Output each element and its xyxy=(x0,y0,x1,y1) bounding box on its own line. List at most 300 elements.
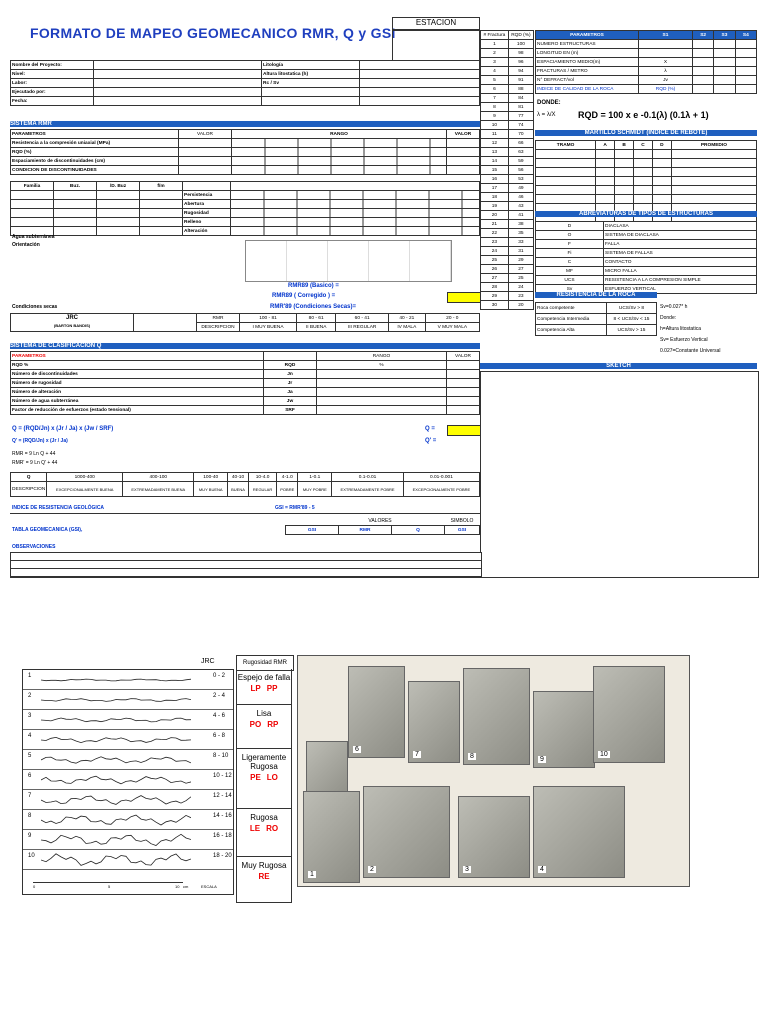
rqd-fractura: 1 xyxy=(481,40,509,49)
q-param-range[interactable] xyxy=(317,406,447,415)
rmr-corregido-label: RMR89 ( Corregido ) = xyxy=(272,293,336,299)
rmr-cond-range[interactable] xyxy=(231,227,480,236)
rmr-cond-input[interactable] xyxy=(54,191,97,200)
rmr-desc-4: V MUY MALA xyxy=(425,323,479,332)
rugosidad-code: LO xyxy=(266,773,278,782)
q-sym-head xyxy=(264,352,317,361)
rmr-cond-range[interactable] xyxy=(231,218,480,227)
abreviatura-code: Fi xyxy=(536,249,604,258)
jrc-range: 18 - 20 xyxy=(213,853,232,859)
jrc-profile-row xyxy=(23,670,233,690)
resistencia-row xyxy=(536,314,657,325)
rqd-fractura: 12 xyxy=(481,139,509,148)
q-param-value[interactable] xyxy=(447,379,480,388)
rmr-cond-col-blank xyxy=(231,182,480,191)
project-label-left: Labor: xyxy=(11,79,94,88)
rqd-fractura: 20 xyxy=(481,211,509,220)
resistencia-label: Competencia Intermedia xyxy=(536,314,607,325)
rmr-cond-row xyxy=(11,209,480,218)
rmr-cond-range[interactable] xyxy=(231,200,480,209)
martillo-cell[interactable] xyxy=(634,186,653,195)
jrc-scale-label: ESCALA xyxy=(201,884,217,889)
param-symbol xyxy=(639,40,693,49)
rmr-param-row xyxy=(11,157,480,166)
rqd-formula: RQD = 100 x e -0.1(λ) (0.1λ + 1) xyxy=(578,110,709,120)
rmr-cond-range[interactable] xyxy=(231,209,480,218)
rugosidad-cell xyxy=(236,857,292,903)
rqd-value: 59 xyxy=(508,157,533,166)
rmr-basico-label: RMR89 (Basico) = xyxy=(288,283,339,289)
jrc-range: 4 - 6 xyxy=(213,713,226,719)
rmr-param-range[interactable] xyxy=(232,157,447,166)
project-input-right[interactable] xyxy=(360,70,480,79)
q-param-range[interactable] xyxy=(317,388,447,397)
resistencia-label: Competencia Alta xyxy=(536,325,607,336)
abreviatura-desc: RESISTENCIA A LA COMPRESION SIMPLE xyxy=(604,276,757,285)
rmr-cond-input[interactable] xyxy=(97,200,140,209)
jrc-scale-5: 5 xyxy=(108,884,111,889)
rmr-class-label: RMR xyxy=(197,314,240,323)
rmr-range-0: 100 - 81 xyxy=(240,314,297,323)
rmr-cond-input[interactable] xyxy=(11,218,54,227)
rqd-value: 77 xyxy=(508,112,533,121)
rmr-param-row xyxy=(11,139,480,148)
martillo-cell[interactable] xyxy=(536,177,596,186)
rmr-cond-col: f/m xyxy=(140,182,183,191)
martillo-col: PROMEDIO xyxy=(671,141,756,150)
param-label: INDICE DE CALIDAD DE LA ROCA xyxy=(536,85,639,94)
rock-sample-number: 4 xyxy=(540,866,544,873)
rqd-fractura: 8 xyxy=(481,103,509,112)
rqd-value: 91 xyxy=(508,76,533,85)
rqd-value: 96 xyxy=(508,58,533,67)
rqd-fractura: 3 xyxy=(481,58,509,67)
rqd-fractura: 9 xyxy=(481,112,509,121)
martillo-cell[interactable] xyxy=(634,159,653,168)
observaciones-field[interactable] xyxy=(10,552,482,578)
rmr-param-valor[interactable] xyxy=(447,139,480,148)
abreviatura-desc: SISTEMA DE FALLAS xyxy=(604,249,757,258)
param-input[interactable] xyxy=(714,76,735,85)
rqd-row xyxy=(481,58,534,67)
martillo-cell[interactable] xyxy=(671,159,756,168)
gsi-col-gsi2: GSI xyxy=(445,526,480,535)
param-input[interactable] xyxy=(692,85,713,94)
martillo-cell[interactable] xyxy=(536,186,596,195)
jrc-range: 2 - 4 xyxy=(213,693,226,699)
rqd-fractura: 29 xyxy=(481,292,509,301)
rqd-value: 43 xyxy=(508,202,533,211)
rmr-cond-input[interactable] xyxy=(54,227,97,236)
rmr-cond-input[interactable] xyxy=(11,191,54,200)
param-input[interactable] xyxy=(692,40,713,49)
martillo-row xyxy=(536,195,757,204)
rqd-fractura: 14 xyxy=(481,157,509,166)
q-param-range[interactable] xyxy=(317,397,447,406)
rmr-cond-row xyxy=(11,200,480,209)
rmr-cond-input[interactable] xyxy=(11,200,54,209)
martillo-cell[interactable] xyxy=(634,177,653,186)
rmr-param-range[interactable] xyxy=(232,148,447,157)
q-param-value[interactable] xyxy=(447,397,480,406)
rugosidad-table xyxy=(236,669,292,903)
jrc-profile-row xyxy=(23,850,233,870)
martillo-cell[interactable] xyxy=(652,159,671,168)
project-input-left[interactable] xyxy=(94,70,262,79)
martillo-cell[interactable] xyxy=(652,195,671,204)
rmr-cond-input[interactable] xyxy=(140,227,183,236)
param-input[interactable] xyxy=(735,49,756,58)
martillo-cell[interactable] xyxy=(652,186,671,195)
abreviatura-desc: CONTACTO xyxy=(604,258,757,267)
rqd-row xyxy=(481,211,534,220)
rqd-row xyxy=(481,166,534,175)
rmr-cond-input[interactable] xyxy=(140,209,183,218)
param-input[interactable] xyxy=(714,85,735,94)
jrc-range: 0 - 2 xyxy=(213,673,226,679)
rmr-param-valor[interactable] xyxy=(447,166,480,175)
rmr-param-range[interactable] xyxy=(232,139,447,148)
q-param-value[interactable] xyxy=(447,361,480,370)
abreviatura-desc: ESFUERZO VERTICAL xyxy=(604,285,757,294)
rmr-cond-input[interactable] xyxy=(140,200,183,209)
rmr-head-rango: RANGO xyxy=(232,130,447,139)
project-input-left[interactable] xyxy=(94,97,262,106)
rqd-value: 31 xyxy=(508,247,533,256)
q-param-range[interactable]: % xyxy=(317,361,447,370)
project-input-right[interactable] xyxy=(360,97,480,106)
martillo-cell[interactable] xyxy=(634,195,653,204)
q-class-desc: REGULAR xyxy=(249,482,277,497)
param-input[interactable] xyxy=(692,49,713,58)
q-param-value[interactable] xyxy=(447,370,480,379)
rqd-fractura: 30 xyxy=(481,301,509,310)
martillo-cell[interactable] xyxy=(652,168,671,177)
rmr-cond-input[interactable] xyxy=(97,209,140,218)
martillo-row xyxy=(536,168,757,177)
q-param-range[interactable] xyxy=(317,370,447,379)
martillo-cell[interactable] xyxy=(596,150,615,159)
rock-sample-number: 2 xyxy=(370,866,374,873)
param-input[interactable] xyxy=(714,67,735,76)
rmr-param-row xyxy=(11,148,480,157)
project-input-right[interactable] xyxy=(360,79,480,88)
rmr-param-value[interactable] xyxy=(179,148,232,157)
q-param-label: Número de discontinuidades xyxy=(11,370,264,379)
jrc-profile-line xyxy=(41,792,191,808)
martillo-cell[interactable] xyxy=(536,159,596,168)
resistencia-title: RESISTENCIA DE LA ROCA xyxy=(535,292,657,298)
q-row xyxy=(11,361,480,370)
rmr-range-4: 20 - 0 xyxy=(425,314,479,323)
rmr-cond-input[interactable] xyxy=(54,209,97,218)
rmr-cond-label: Abertura xyxy=(183,200,231,209)
jrc-profile-number: 3 xyxy=(28,713,32,719)
rqd-value: 20 xyxy=(508,301,533,310)
jrc-value[interactable] xyxy=(134,314,197,332)
jrc-sub: (BARTON BANDIS) xyxy=(53,323,91,328)
project-input-left[interactable] xyxy=(94,88,262,97)
rmr-cond-input[interactable] xyxy=(54,200,97,209)
rqd-row xyxy=(481,238,534,247)
martillo-cell[interactable] xyxy=(634,168,653,177)
project-input-right[interactable] xyxy=(360,61,480,70)
rmr-head-valor: VALOR xyxy=(179,130,232,139)
rmr-cond-col: /D. Buz xyxy=(97,182,140,191)
project-label-left: Ejecutado por: xyxy=(11,88,94,97)
project-input-left[interactable] xyxy=(94,79,262,88)
rqd-row xyxy=(481,175,534,184)
martillo-cell[interactable] xyxy=(536,195,596,204)
page-title: FORMATO DE MAPEO GEOMECANICO RMR, Q y GSI xyxy=(30,25,396,41)
martillo-cell[interactable] xyxy=(615,195,634,204)
martillo-cell[interactable] xyxy=(652,150,671,159)
q-value[interactable] xyxy=(447,425,481,436)
gsi-col-q: Q xyxy=(392,526,445,535)
q-param-symbol: SRF xyxy=(264,406,317,415)
rmr-cond-input[interactable] xyxy=(97,218,140,227)
param-input[interactable] xyxy=(735,58,756,67)
q-param-label: RQD % xyxy=(11,361,264,370)
martillo-cell[interactable] xyxy=(671,177,756,186)
rqd-fractura: 27 xyxy=(481,274,509,283)
q-param-value[interactable] xyxy=(447,388,480,397)
martillo-cell[interactable] xyxy=(634,150,653,159)
rmr-param-valor[interactable] xyxy=(447,148,480,157)
rmr-desc-1: II BUENA xyxy=(296,323,335,332)
rqd-fractura: 16 xyxy=(481,175,509,184)
estacion-field[interactable] xyxy=(392,29,480,61)
rqd-col-rqd: RQD (%) xyxy=(508,31,533,40)
project-row xyxy=(11,97,480,106)
jrc-profile-row xyxy=(23,730,233,750)
agua-label: Agua subterránea xyxy=(12,234,55,240)
rmr-param-value[interactable] xyxy=(179,139,232,148)
project-input-left[interactable] xyxy=(94,61,262,70)
param-input[interactable] xyxy=(692,67,713,76)
jrc-profile-row xyxy=(23,790,233,810)
jrc-range: 14 - 16 xyxy=(213,813,232,819)
jrc-profile-line xyxy=(41,832,191,848)
param-input[interactable] xyxy=(735,40,756,49)
rugosidad-name: Espejo de falla xyxy=(237,673,291,682)
martillo-cell[interactable] xyxy=(615,186,634,195)
jrc-cell xyxy=(11,314,134,332)
martillo-cell[interactable] xyxy=(596,177,615,186)
q-eq-label: Q = xyxy=(425,426,435,432)
resistencia-criterio: UCS/Sv > 15 xyxy=(606,325,656,336)
rock-sample xyxy=(593,666,665,763)
jrc-profile-line xyxy=(41,712,191,728)
param-input[interactable] xyxy=(692,76,713,85)
martillo-cell[interactable] xyxy=(615,177,634,186)
rqd-fractura: 7 xyxy=(481,94,509,103)
gsi-tabla: TABLA GEOMECANICA (GSI), xyxy=(12,527,83,533)
rock-sample-number: 9 xyxy=(540,756,544,763)
rugosidad-codes xyxy=(237,773,291,782)
rmr-cond-label: Relleno xyxy=(183,218,231,227)
project-label-left: Fecha: xyxy=(11,97,94,106)
q-param-symbol: Jr xyxy=(264,379,317,388)
param-input[interactable] xyxy=(735,76,756,85)
observaciones-label: OBSERVACIONES xyxy=(12,544,56,550)
martillo-table xyxy=(535,140,757,222)
resistencia-label: Roca competente xyxy=(536,303,607,314)
rmr-cond-input[interactable] xyxy=(97,227,140,236)
param-input[interactable] xyxy=(714,58,735,67)
q-class-range: 0.01-0.001 xyxy=(403,473,479,482)
q-param-symbol: Jn xyxy=(264,370,317,379)
abreviatura-desc: MICRO FALLA xyxy=(604,267,757,276)
rmr-corregido-value[interactable] xyxy=(447,292,481,303)
jrc-profile-line xyxy=(41,692,191,708)
rqd-row xyxy=(481,301,534,310)
param-input[interactable] xyxy=(692,58,713,67)
martillo-cell[interactable] xyxy=(596,195,615,204)
rqd-value: 53 xyxy=(508,175,533,184)
rmr-cond-col: Buz. xyxy=(54,182,97,191)
q-class-range: 400-100 xyxy=(123,473,194,482)
param-label: N° DEFRACT/vol xyxy=(536,76,639,85)
rock-sample-number: 6 xyxy=(355,746,359,753)
gsi-indice-label: INDICE DE RESISTENCIA GEOLÓGICA xyxy=(12,505,105,511)
martillo-cell[interactable] xyxy=(652,177,671,186)
gsi-valores: VALORES xyxy=(368,518,392,524)
param-input[interactable] xyxy=(735,67,756,76)
rqd-value: 24 xyxy=(508,283,533,292)
q-param-value[interactable] xyxy=(447,406,480,415)
rugosidad-codes xyxy=(237,824,291,833)
martillo-cell[interactable] xyxy=(615,150,634,159)
resistencia-criterio: UCS/Sv > 8 xyxy=(606,303,656,314)
martillo-cell[interactable] xyxy=(615,159,634,168)
q-param-range[interactable] xyxy=(317,379,447,388)
q-row xyxy=(11,379,480,388)
martillo-cell[interactable] xyxy=(536,168,596,177)
martillo-cell[interactable] xyxy=(671,195,756,204)
resistencia-note: Donde: xyxy=(660,315,677,321)
q-class-desc: EXTREMADAMENTE BUENA xyxy=(123,482,194,497)
q-formula-2: Q' = (RQD/Jn) x (Jr / Ja) xyxy=(12,438,68,444)
jrc-range: 16 - 18 xyxy=(213,833,232,839)
rmr-cond-input[interactable] xyxy=(140,218,183,227)
rugosidad-code: RP xyxy=(267,720,279,729)
q-class-desc: POBRE xyxy=(277,482,298,497)
martillo-cell[interactable] xyxy=(596,168,615,177)
martillo-row xyxy=(536,186,757,195)
q-class-desc: BUENA xyxy=(227,482,248,497)
jrc-profile-path xyxy=(41,679,191,681)
rmr-head-valor2: VALOR xyxy=(447,130,480,139)
rugosidad-code: RO xyxy=(266,824,279,833)
abreviatura-row xyxy=(536,222,757,231)
rmr-cond-input[interactable] xyxy=(97,191,140,200)
rmr-param-value[interactable] xyxy=(179,166,232,175)
rmr-param-label: Espaciamiento de discontinuidades (cm) xyxy=(11,157,179,166)
resistencia-notes xyxy=(660,302,760,357)
rqd-fractura: 15 xyxy=(481,166,509,175)
q-class-desc: EXCEPCIONALMENTE POBRE xyxy=(403,482,479,497)
param-symbol: X xyxy=(639,58,693,67)
rmr-range-2: 60 - 41 xyxy=(336,314,389,323)
rqd-row xyxy=(481,184,534,193)
jrc-profile-row xyxy=(23,770,233,790)
rqd-row xyxy=(481,202,534,211)
rock-sample xyxy=(408,681,460,763)
martillo-col: A xyxy=(596,141,615,150)
project-blank xyxy=(262,97,360,106)
q-desc-label: DESCRIPCION xyxy=(11,482,47,497)
rqd-row xyxy=(481,220,534,229)
sketch-area[interactable] xyxy=(480,371,759,578)
rqd-value: 70 xyxy=(508,130,533,139)
martillo-cell[interactable] xyxy=(615,168,634,177)
martillo-cell[interactable] xyxy=(536,150,596,159)
resistencia-row xyxy=(536,325,657,336)
jrc-profile-path xyxy=(41,834,191,845)
q-rango-head: RANGO xyxy=(317,352,447,361)
q-param-label: Número de rugosidad xyxy=(11,379,264,388)
jrc-range: 6 - 8 xyxy=(213,733,226,739)
param-head-cell: S4 xyxy=(735,31,756,40)
rock-sample-number: 7 xyxy=(415,751,419,758)
param-row xyxy=(536,58,757,67)
rmr-cond-range[interactable] xyxy=(231,191,480,200)
martillo-col: D xyxy=(652,141,671,150)
martillo-row xyxy=(536,159,757,168)
rmr-cond-input[interactable] xyxy=(54,218,97,227)
project-input-right[interactable] xyxy=(360,88,480,97)
rqd-fractura: 5 xyxy=(481,76,509,85)
donde-label: DONDE: xyxy=(537,100,561,106)
rqd-fractura: 4 xyxy=(481,67,509,76)
rmr-q-1: RMR = 9 Ln Q + 44 xyxy=(12,451,56,457)
martillo-col: TRAMO xyxy=(536,141,596,150)
param-row xyxy=(536,85,757,94)
rmr-cond-row xyxy=(11,227,480,236)
resistencia-note: h=Altura litostatica xyxy=(660,326,701,332)
martillo-cell[interactable] xyxy=(596,186,615,195)
rqd-fractura: 13 xyxy=(481,148,509,157)
param-input[interactable] xyxy=(735,85,756,94)
param-input[interactable] xyxy=(714,49,735,58)
abreviatura-desc: DIACLASA xyxy=(604,222,757,231)
rmr-param-value[interactable] xyxy=(179,157,232,166)
param-input[interactable] xyxy=(714,40,735,49)
rmr-cond-row xyxy=(11,218,480,227)
martillo-cell[interactable] xyxy=(671,168,756,177)
rqd-row xyxy=(481,283,534,292)
rock-sample-number: 1 xyxy=(310,871,314,878)
rmr-cond-input[interactable] xyxy=(11,209,54,218)
martillo-cell[interactable] xyxy=(671,186,756,195)
rqd-fractura: 22 xyxy=(481,229,509,238)
resistencia-row xyxy=(536,303,657,314)
rmr-cond-input[interactable] xyxy=(140,191,183,200)
rqd-row xyxy=(481,40,534,49)
rmr-param-range[interactable] xyxy=(232,166,447,175)
martillo-cell[interactable] xyxy=(671,150,756,159)
rmr-param-valor[interactable] xyxy=(447,157,480,166)
rugosidad-codes xyxy=(237,720,291,729)
rmr-param-row xyxy=(11,166,480,175)
rugosidad-cell xyxy=(236,705,292,749)
martillo-cell[interactable] xyxy=(596,159,615,168)
jrc-profile-number: 2 xyxy=(28,693,32,699)
abreviatura-row xyxy=(536,276,757,285)
rqd-value: 66 xyxy=(508,139,533,148)
q-class-table xyxy=(10,472,480,497)
